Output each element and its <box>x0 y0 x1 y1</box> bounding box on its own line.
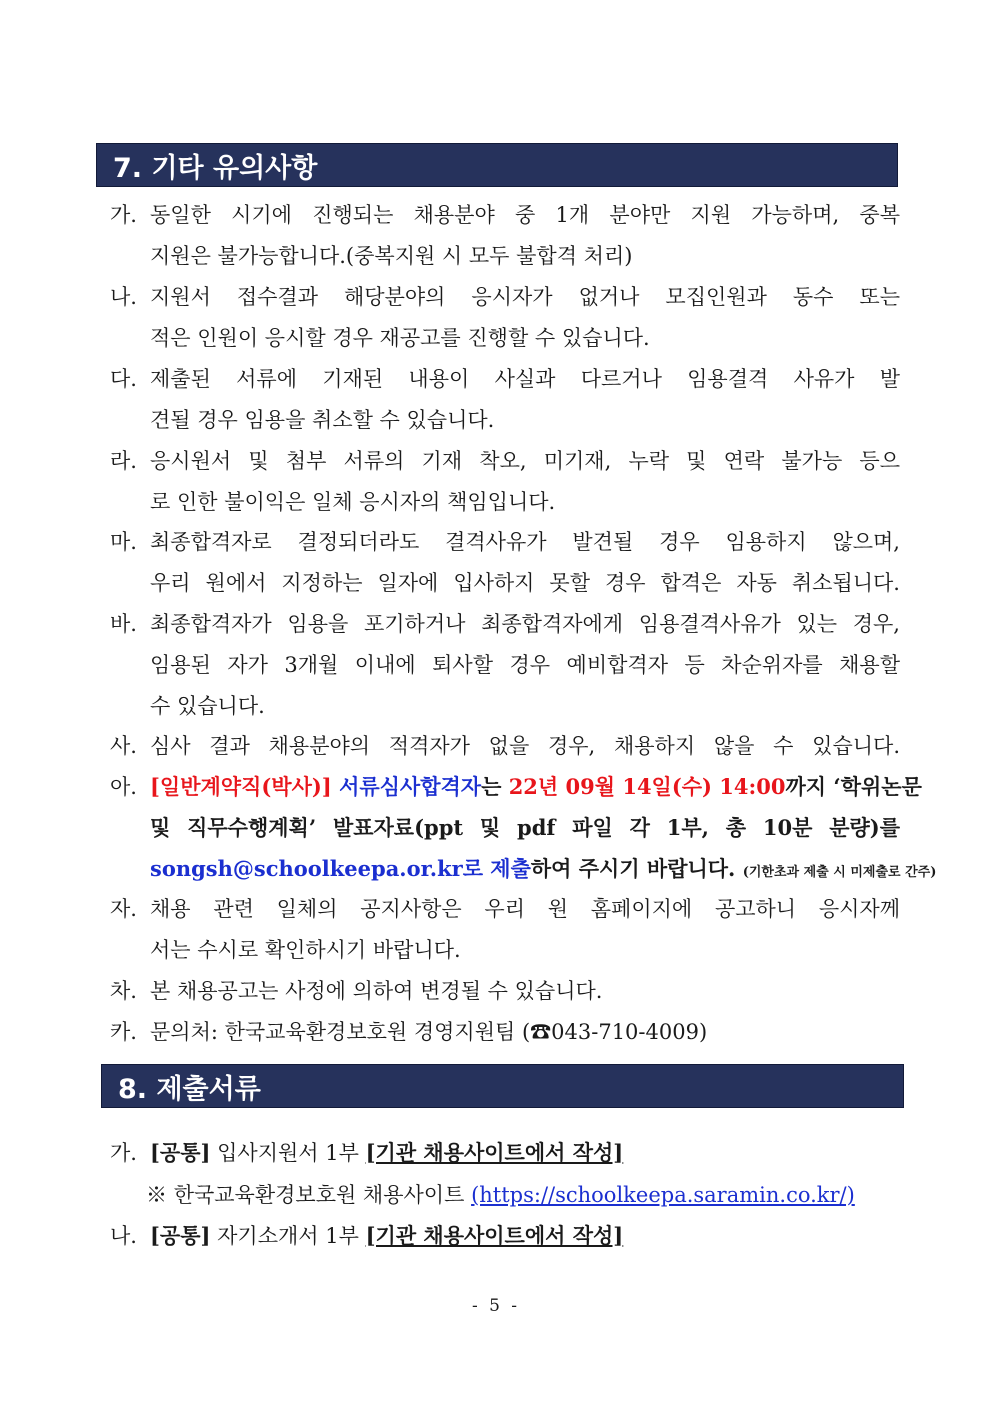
common-tag: [공통] <box>150 1223 211 1248</box>
document-where: [기관 채용사이트에서 작성] <box>365 1223 624 1248</box>
item-marker: 카. <box>110 1020 137 1044</box>
item-marker: 라. <box>110 449 137 473</box>
item-marker: 사. <box>110 734 137 758</box>
item-line: 응시원서 및 첨부 서류의 기재 착오, 미기재, 누락 및 연락 불가능 등으 <box>150 449 900 473</box>
item-line: 우리 원에서 지정하는 일자에 입사하지 못할 경우 합격은 자동 취소됩니다. <box>150 571 900 595</box>
note-label: 한국교육환경보호원 채용사이트 <box>173 1183 465 1207</box>
item-line <box>150 772 922 802</box>
item-line: 및 직무수행계획’ 발표자료(ppt 및 pdf 파일 각 1부, 총 10분 분량)를 <box>150 815 900 840</box>
common-tag: [공통] <box>150 1140 211 1165</box>
section-7-title: 7. 기타 유의사항 <box>113 152 318 184</box>
item-line: 수 있습니다. <box>150 694 265 718</box>
item-line: 지원은 불가능합니다.(중복지원 시 모두 불합격 처리) <box>150 244 633 268</box>
item-marker: 가. <box>110 203 137 227</box>
item-line: 본 채용공고는 사정에 의하여 변경될 수 있습니다. <box>150 979 603 1003</box>
item-line: 동일한 시기에 진행되는 채용분야 중 1개 분야만 지원 가능하며, 중복 <box>150 203 900 227</box>
recruitment-site-link[interactable]: (https://schoolkeepa.saramin.co.kr/) <box>471 1183 855 1207</box>
item-line: 견될 경우 임용을 취소할 수 있습니다. <box>150 408 495 432</box>
section-8-title: 8. 제출서류 <box>118 1073 261 1105</box>
section-7-header <box>96 143 898 187</box>
note-symbol: ※ <box>146 1183 167 1207</box>
target-group: 서류심사합격자 <box>339 774 482 799</box>
item-line: 지원서 접수결과 해당분야의 응시자가 없거나 모집인원과 동수 또는 <box>150 285 900 309</box>
item-line: 심사 결과 채용분야의 적격자가 없을 경우, 채용하지 않을 수 있습니다. <box>150 734 900 758</box>
item-marker: 아. <box>110 775 137 799</box>
item-line: 로 인한 불이익은 일체 응시자의 책임입니다. <box>150 490 556 514</box>
item-line <box>150 1221 623 1251</box>
late-note: (기한초과 제출 시 미제출로 간주) <box>742 865 937 880</box>
item-line: 최종합격자로 결정되더라도 결격사유가 발견될 경우 임용하지 않으며, <box>150 530 900 554</box>
closing-text: 하여 주시기 바랍니다. <box>530 856 736 881</box>
position-category: [일반계약직(박사)] <box>150 774 332 799</box>
item-marker: 차. <box>110 979 137 1003</box>
until-text: 까지 ‘학위논문 <box>785 774 922 799</box>
item-line: 최종합격자가 임용을 포기하거나 최종합격자에게 임용결격사유가 있는 경우, <box>150 612 900 636</box>
item-marker: 나. <box>110 1224 137 1248</box>
item-line: 서는 수시로 확인하시기 바랍니다. <box>150 938 461 962</box>
document-name: 입사지원서 1부 <box>217 1141 359 1165</box>
submit-text: 로 제출 <box>462 856 531 881</box>
item-line <box>150 854 936 884</box>
item-line <box>150 1138 623 1168</box>
item-line: 임용된 자가 3개월 이내에 퇴사할 경우 예비합격자 등 차순위자를 채용할 <box>150 653 900 677</box>
document-name: 자기소개서 1부 <box>217 1224 359 1248</box>
item-marker: 마. <box>110 530 137 554</box>
document-where: [기관 채용사이트에서 작성] <box>365 1140 624 1165</box>
item-marker: 자. <box>110 897 137 921</box>
item-marker: 다. <box>110 367 137 391</box>
item-line: 제출된 서류에 기재된 내용이 사실과 다르거나 임용결격 사유가 발 <box>150 367 900 391</box>
item-line: 문의처: 한국교육환경보호원 경영지원팀 (☎043-710-4009) <box>150 1020 708 1044</box>
item-marker: 가. <box>110 1141 137 1165</box>
particle: 는 <box>481 774 502 799</box>
item-marker: 바. <box>110 612 137 636</box>
item-line: 적은 인원이 응시할 경우 재공고를 진행할 수 있습니다. <box>150 326 650 350</box>
item-marker: 나. <box>110 285 137 309</box>
deadline: 22년 09월 14일(수) 14:00 <box>508 774 786 799</box>
item-line: 채용 관련 일체의 공지사항은 우리 원 홈페이지에 공고하니 응시자께 <box>150 897 900 921</box>
section-8-header <box>101 1064 904 1108</box>
item-line <box>146 1180 855 1210</box>
submission-email: songsh@schoolkeepa.or.kr <box>150 856 463 881</box>
page-number: - 5 - <box>471 1296 521 1316</box>
